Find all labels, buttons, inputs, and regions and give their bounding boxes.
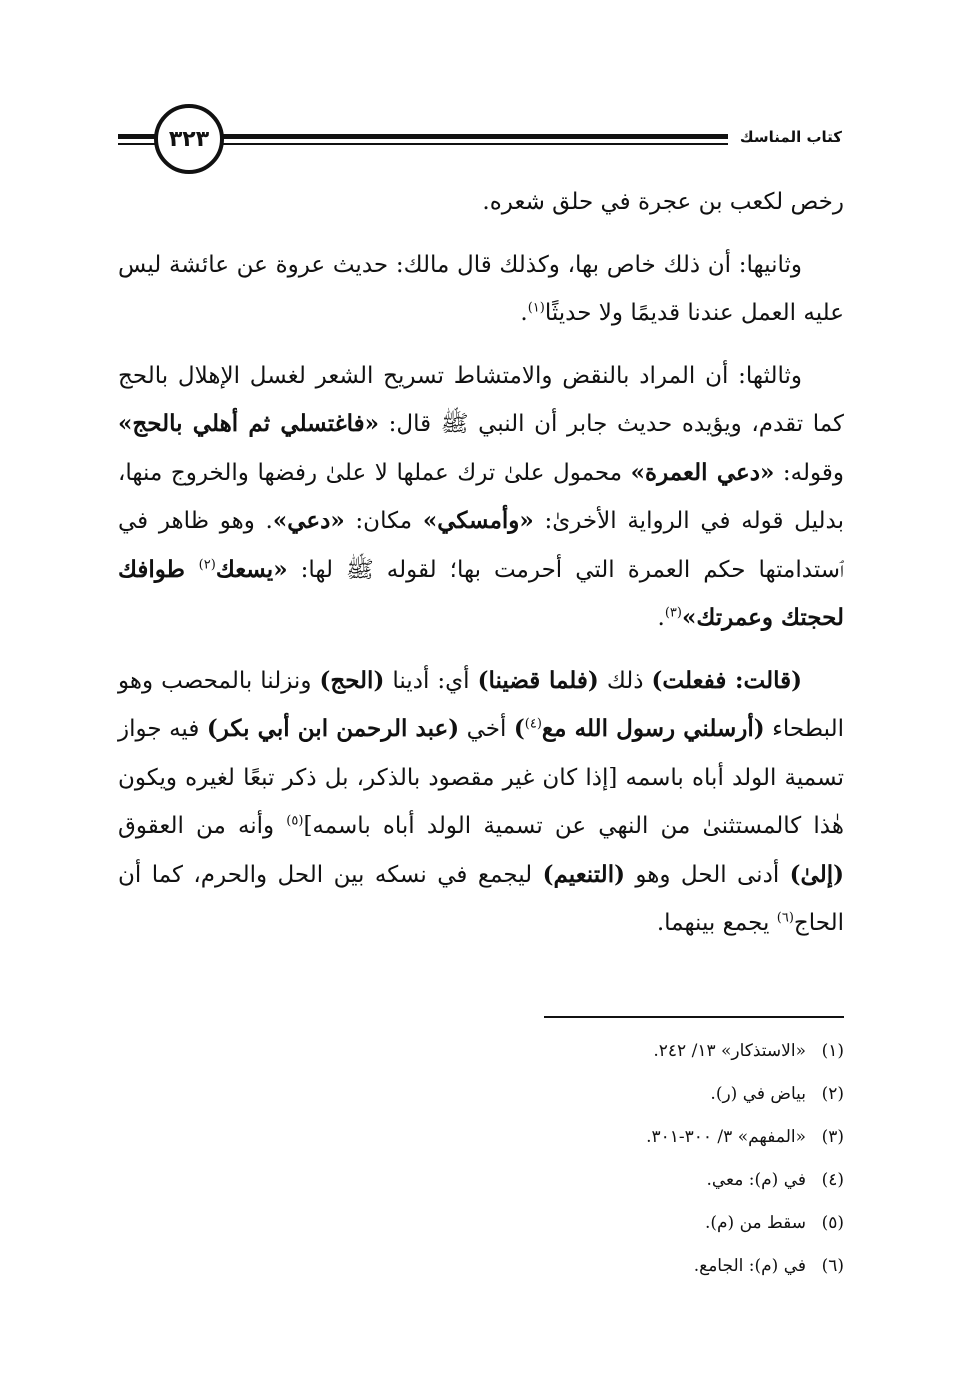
footnote-separator [544, 1016, 844, 1018]
hadith-quote: «دعي العمرة» [630, 458, 775, 486]
text-run: رخص لكعب بن عجرة في حلق شعره. [482, 189, 844, 215]
text-run: وثالثها: أن المراد بالنقض والامتشاط تسريح الشعر لغسل الإهلال بالحج كما تقدم، ويؤيده حديث جابر أن النبي ﷺ قال: [118, 362, 844, 437]
text-run: أدنى الحل وهو [624, 861, 790, 888]
text-run: . وهو ظاهر في ٱستدامتها حكم العمرة التي أحرمت بها؛ لقوله ﷺ لها: [118, 508, 844, 583]
hadith-quote: طوافك لحجتك وعمرتك» [118, 555, 844, 631]
hadith-quote: «وأمسكي» [422, 507, 534, 534]
matn-quote: (إلىٰ) [789, 860, 844, 888]
matn-quote: (أرسلني رسول الله مع [541, 715, 765, 742]
footnote-number: (٣) [821, 1127, 844, 1147]
matn-quote: ) [513, 715, 525, 742]
footnote-text: في (م): الجامع. [693, 1256, 806, 1276]
text-run: . [657, 605, 665, 631]
page-header [118, 100, 852, 184]
hadith-quote: «فاغتسلي ثم أهلي بالحج» [118, 410, 380, 437]
matn-quote: (فلما قضينا) [477, 666, 599, 694]
footnote-3 [400, 1116, 844, 1159]
footnote-ref: (٦) [776, 910, 794, 926]
footnote-text: «الاستذكار» ١٣/ ٢٤٢. [653, 1041, 806, 1061]
text-run: يجمع بينهما. [656, 910, 777, 936]
footnote-number: (٥) [821, 1213, 844, 1233]
footnote-number: (٢) [821, 1084, 844, 1104]
text-run: ليجمع في نسكه بين الحل والحرم، كما أن الحاج [118, 861, 844, 936]
text-run: ذلك [598, 667, 652, 694]
page-number-circle [154, 104, 224, 174]
footnote-number: (٤) [821, 1170, 844, 1190]
footnote-5 [400, 1202, 844, 1245]
text-run: أخي [459, 716, 514, 742]
paragraph-1 [118, 178, 844, 227]
main-text [118, 178, 844, 962]
hadith-quote: «دعي» [272, 507, 345, 534]
header-title-box [728, 122, 852, 152]
text-run: وأنه من العقوق [118, 813, 287, 839]
text-run: محمول علىٰ ترك عملها لا علىٰ رفضها والخروج منها، بدليل قوله في الرواية الأخرىٰ: [118, 459, 844, 534]
paragraph-4 [118, 657, 844, 948]
matn-quote: (الحج) [319, 666, 385, 694]
matn-quote: (التنعيم) [542, 860, 625, 888]
page-number: ٣٢٣ [168, 126, 210, 152]
footnote-ref: (٢) [198, 556, 216, 572]
hadith-quote: «يسعك [215, 555, 288, 583]
text-run: أي: أدينا [384, 667, 478, 694]
footnote-ref: (٥) [286, 813, 304, 829]
text-run: فيه جواز تسمية الولد أباه باسمه [إذا كان غير مقصود بالذكر، بل ذكر تبعًا لغيره ويكون هٰذا كالمستثنىٰ من النهي عن تسمية الولد أباه باسمه] [118, 716, 844, 839]
footnote-1 [400, 1030, 844, 1073]
footnote-6 [400, 1245, 844, 1288]
footnote-number: (٦) [821, 1256, 844, 1276]
footnote-ref: (٤) [524, 716, 542, 732]
footnote-text: في (م): معي. [706, 1170, 806, 1190]
text-run: مكان: [344, 508, 423, 534]
footnote-number: (١) [821, 1041, 844, 1061]
matn-quote: (عبد الرحمن ابن أبي بكر) [206, 715, 460, 742]
footnote-2 [400, 1073, 844, 1116]
paragraph-2 [118, 241, 844, 338]
text-run: . [520, 300, 528, 326]
chapter-title: كتاب المناسك [739, 128, 842, 146]
footnote-text: «المفهم» ٣/ ٣٠٠-٣٠١. [646, 1127, 806, 1147]
footnote-text: سقط من (م). [704, 1213, 806, 1233]
footnotes [400, 1030, 844, 1288]
matn-quote: (قالت: ففعلت) [651, 666, 803, 694]
footnote-ref: (١) [527, 300, 545, 316]
footnote-ref: (٣) [664, 605, 682, 621]
footnote-text: بياض في (ر). [710, 1084, 806, 1104]
text-run: ونزلنا بالمحصب وهو البطحاء [118, 667, 844, 742]
text-run: وثانيها: أن ذلك خاص بها، وكذلك قال مالك: حديث عروة عن عائشة ليس عليه العمل عندنا قديمًا ولا حديثًا [118, 251, 844, 326]
paragraph-3 [118, 352, 844, 643]
footnote-4 [400, 1159, 844, 1202]
text-run: وقوله: [774, 459, 844, 486]
